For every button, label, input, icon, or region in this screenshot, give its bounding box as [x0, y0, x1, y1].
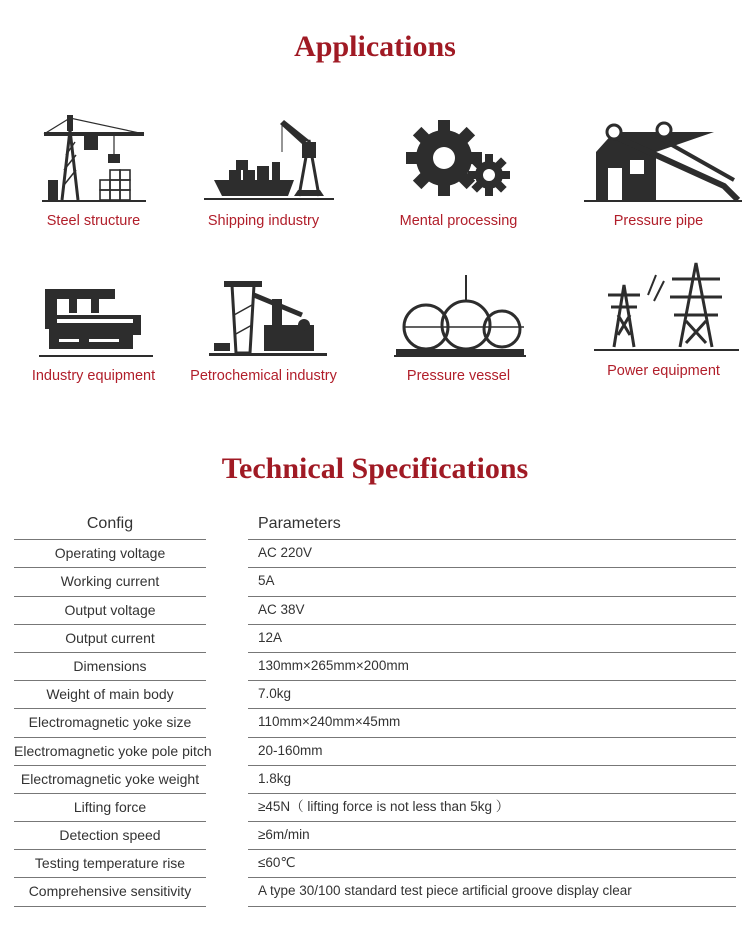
- app-label: Pressure vessel: [406, 368, 511, 384]
- parameter-cell: 7.0kg: [248, 681, 736, 709]
- config-cell: Electromagnetic yoke size: [14, 709, 206, 737]
- header-parameters: Parameters: [248, 512, 736, 540]
- gears-icon: [389, 110, 529, 205]
- app-label: Power equipment: [607, 363, 720, 379]
- pipeline-icon: [574, 110, 744, 205]
- table-row: [14, 766, 736, 794]
- parameter-cell: ≥45N（ lifting force is not less than 5kg ）: [248, 794, 736, 822]
- config-cell: Testing temperature rise: [14, 850, 206, 878]
- parameter-cell: AC 38V: [248, 597, 736, 625]
- parameter-cell: AC 220V: [248, 540, 736, 568]
- config-cell: Output voltage: [14, 597, 206, 625]
- power-tower-icon: [584, 255, 744, 355]
- table-row: [14, 822, 736, 850]
- table-row: [14, 878, 736, 906]
- config-cell: Working current: [14, 568, 206, 596]
- table-row: [14, 625, 736, 653]
- specifications-table: [14, 512, 736, 907]
- parameter-cell: 110mm×240mm×45mm: [248, 709, 736, 737]
- app-item-pressure-vessel: [365, 265, 552, 384]
- applications-grid: [0, 110, 750, 400]
- table-header: [14, 512, 736, 540]
- config-cell: Weight of main body: [14, 681, 206, 709]
- parameter-cell: 12A: [248, 625, 736, 653]
- config-cell: Dimensions: [14, 653, 206, 681]
- table-row: [14, 681, 736, 709]
- app-item-power-equipment: [570, 255, 750, 379]
- config-cell: Electromagnetic yoke weight: [14, 766, 206, 794]
- specifications-title: Technical Specifications: [221, 452, 529, 485]
- parameter-cell: A type 30/100 standard test piece artificial groove display clear: [248, 878, 736, 906]
- table-row: [14, 568, 736, 596]
- app-label: Shipping industry: [207, 213, 320, 229]
- oil-pump-icon: [194, 265, 334, 360]
- table-row: [14, 597, 736, 625]
- app-item-industry-equipment: [0, 265, 187, 384]
- table-row: [14, 794, 736, 822]
- config-cell: Lifting force: [14, 794, 206, 822]
- config-cell: Comprehensive sensitivity: [14, 878, 206, 906]
- parameter-cell: ≥6m/min: [248, 822, 736, 850]
- parameter-cell: 20-160mm: [248, 738, 736, 766]
- app-label: Mental processing: [399, 213, 518, 229]
- parameter-cell: 5A: [248, 568, 736, 596]
- app-item-steel-structure: [0, 110, 187, 229]
- parameter-cell: 1.8kg: [248, 766, 736, 794]
- parameter-cell: ≤60℃: [248, 850, 736, 878]
- ship-crane-icon: [184, 110, 344, 205]
- crane-icon: [34, 110, 154, 205]
- header-config: Config: [14, 512, 206, 540]
- app-item-pressure-pipe: [565, 110, 750, 229]
- config-cell: Output current: [14, 625, 206, 653]
- table-row: [14, 738, 736, 766]
- parameter-cell: 130mm×265mm×200mm: [248, 653, 736, 681]
- tanks-icon: [384, 265, 534, 360]
- app-label: Petrochemical industry: [190, 368, 337, 384]
- config-cell: Electromagnetic yoke pole pitch: [14, 738, 206, 766]
- app-label: Pressure pipe: [613, 213, 704, 229]
- table-row: [14, 540, 736, 568]
- app-label: Industry equipment: [31, 368, 156, 384]
- app-item-petrochemical-industry: [170, 265, 357, 384]
- applications-title: Applications: [294, 30, 456, 63]
- table-row: [14, 850, 736, 878]
- config-cell: Detection speed: [14, 822, 206, 850]
- config-cell: Operating voltage: [14, 540, 206, 568]
- app-item-mental-processing: [365, 110, 552, 229]
- machine-icon: [29, 265, 159, 360]
- app-item-shipping-industry: [170, 110, 357, 229]
- app-label: Steel structure: [46, 213, 141, 229]
- table-row: [14, 709, 736, 737]
- table-row: [14, 653, 736, 681]
